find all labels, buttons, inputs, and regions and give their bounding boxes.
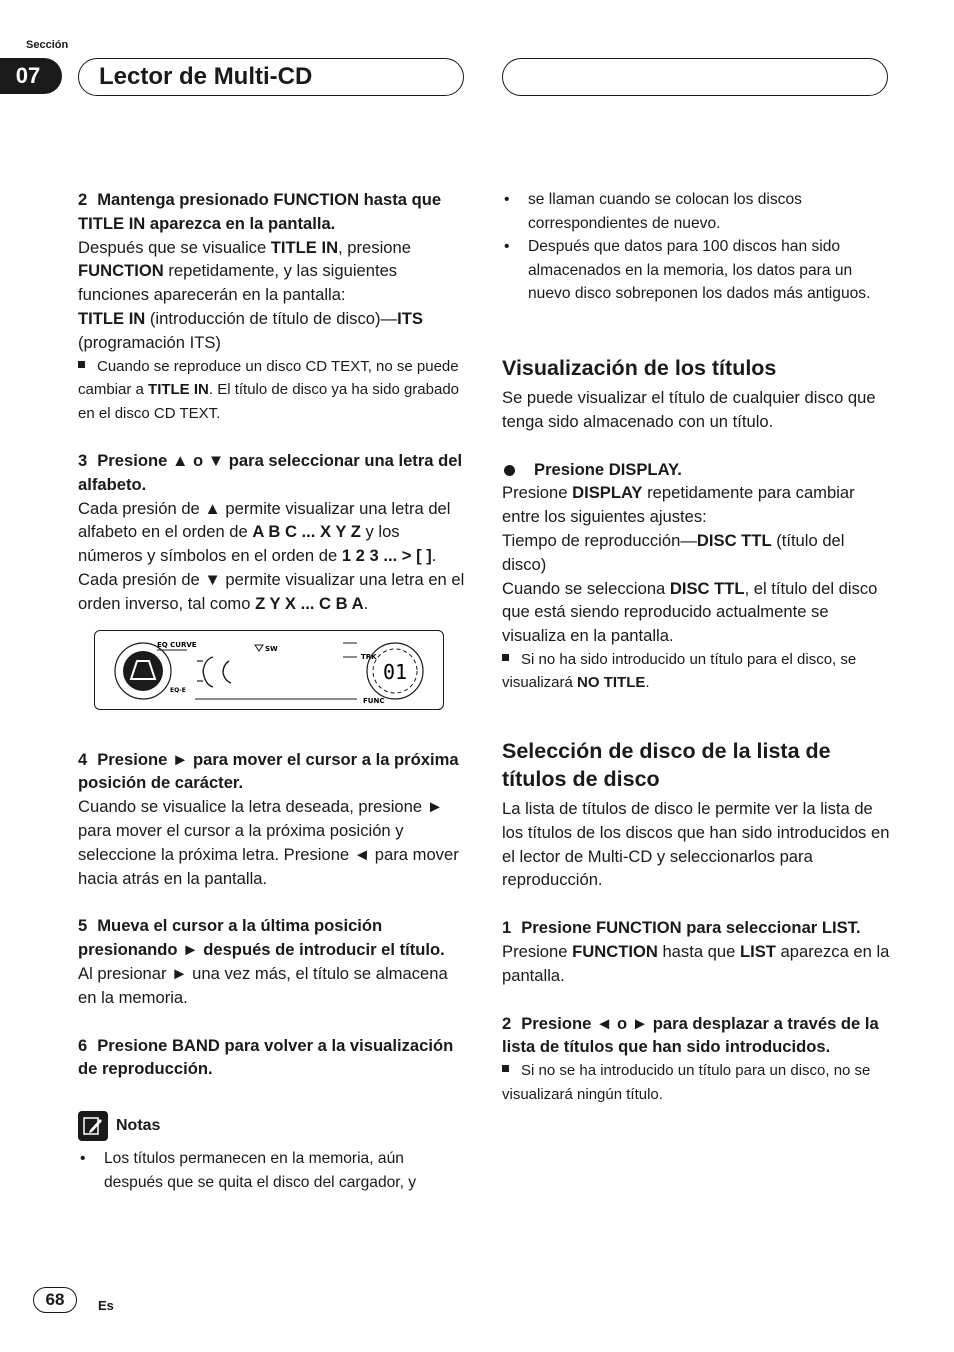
lcd-eq-curve: EQ CURVE bbox=[157, 640, 197, 649]
lcd-display-illustration bbox=[94, 630, 444, 710]
language-code: Es bbox=[98, 1298, 114, 1313]
notes-item-1-continued: • se llaman cuando se colocan los discos correspondientes de nuevo. bbox=[502, 188, 890, 235]
step-6-heading: 6 Presione BAND para volver a la visualización de reproducción. bbox=[78, 1035, 454, 1079]
step-2-functions: TITLE IN (introducción de título de disco)—ITS (programación ITS) bbox=[78, 308, 423, 352]
sel-intro: La lista de títulos de disco le permite ver la lista de los títulos de los discos que han sido introducidos en el lector de Multi-CD y seleccionarlos para reproducción. bbox=[502, 798, 890, 890]
sel-step-1-heading: 1 Presione FUNCTION para seleccionar LIST. bbox=[502, 918, 861, 938]
lcd-cursor-char bbox=[203, 657, 213, 687]
sel-step-2-note: Si no se ha introducido un título para un disco, no se visualizará ningún título. bbox=[502, 1062, 871, 1103]
page-title: Lector de Multi-CD bbox=[78, 58, 464, 96]
notes-item-1: • Los títulos permanecen en la memoria, aún después que se quita el disco del cargador, y bbox=[78, 1147, 466, 1194]
note-square-icon bbox=[502, 654, 509, 661]
step-3-body: Cada presión de ▲ permite visualizar una letra del alfabeto en el orden de A B C ... X Y Z y los números y símbolos en el orden de 1 2 3 ... > [ ]. Cada presión de ▼ permite visualizar una letra en el orden inverso, tal como Z Y X ... C B A. bbox=[78, 498, 465, 613]
step-4-body: Cuando se visualice la letra deseada, presione ► para mover el cursor a la próxima posición y seleccione la próxima letra. Presione ◄ para mover hacia atrás en la pantalla. bbox=[78, 797, 459, 888]
step-2-body: Después que se visualice TITLE IN, presione FUNCTION repetidamente, y las siguientes funciones aparecerán en la pantalla: bbox=[78, 237, 411, 305]
lcd-eq-e: EQ-E bbox=[170, 686, 186, 694]
left-disc-center bbox=[123, 651, 163, 691]
sw-icon bbox=[255, 645, 263, 651]
step-5-body: Al presionar ► una vez más, el título se almacena en la memoria. bbox=[78, 964, 448, 1007]
vis-body-2: Tiempo de reproducción—DISC TTL (título del disco) bbox=[502, 530, 845, 574]
step-3-heading: 3 Presione ▲ o ▼ para seleccionar una letra del alfabeto. bbox=[78, 451, 463, 494]
sel-step-2-heading: 2 Presione ◄ o ► para desplazar a través de la lista de títulos que han sido introducidos. bbox=[502, 1013, 879, 1057]
lcd-func: FUNC bbox=[363, 696, 385, 705]
notes-heading: Notas bbox=[78, 1111, 466, 1141]
header-empty-box bbox=[502, 58, 888, 96]
lcd-disc-digits: 01 bbox=[383, 659, 408, 684]
note-square-icon bbox=[78, 361, 85, 368]
step-2-note: Cuando se reproduce un disco CD TEXT, no se puede cambiar a TITLE IN. El título de disco ya ha sido grabado en el disco CD TEXT. bbox=[78, 357, 460, 422]
sel-step-1-body: Presione FUNCTION hasta que LIST aparezca en la pantalla. bbox=[502, 941, 890, 985]
section-label: Sección bbox=[26, 39, 69, 51]
section-number: 07 bbox=[0, 58, 62, 94]
vis-note: Si no ha sido introducido un título para el disco, se visualizará NO TITLE. bbox=[502, 650, 857, 692]
notes-item-2: • Después que datos para 100 discos han sido almacenados en la memoria, los datos para un nuevo disco sobreponen los dados más antiguos. bbox=[502, 235, 890, 306]
vis-step-display: Presione DISPLAY. bbox=[502, 458, 890, 482]
lcd-svg bbox=[95, 631, 445, 711]
step-5-heading: 5 Mueva el cursor a la última posición presionando ► después de introducir el título. bbox=[78, 916, 445, 960]
bullet-dot-icon bbox=[504, 465, 515, 476]
vis-body-1: Presione DISPLAY repetidamente para cambiar entre los siguientes ajustes: bbox=[502, 483, 855, 527]
lcd-trk: TRK bbox=[361, 652, 377, 661]
section-heading-seleccion: Selección de disco de la lista de títulos de disco bbox=[502, 738, 831, 791]
left-column bbox=[78, 188, 466, 1194]
page-number: 68 bbox=[33, 1287, 77, 1313]
note-square-icon bbox=[502, 1065, 509, 1072]
right-column bbox=[502, 188, 890, 1106]
lcd-sw: SW bbox=[265, 644, 278, 653]
step-4-heading: 4 Presione ► para mover el cursor a la próxima posición de carácter. bbox=[78, 749, 459, 793]
pencil-note-icon bbox=[78, 1111, 108, 1141]
step-2-heading: 2 Mantenga presionado FUNCTION hasta que TITLE IN aparezca en la pantalla. bbox=[78, 190, 442, 233]
section-heading-visualizacion: Visualización de los títulos bbox=[502, 355, 777, 380]
vis-intro: Se puede visualizar el título de cualquier disco que tenga sido almacenado con un título. bbox=[502, 387, 876, 431]
vis-body-3: Cuando se selecciona DISC TTL, el título del disco que está siendo reproducido actualmente se visualiza en la pantalla. bbox=[502, 578, 878, 646]
